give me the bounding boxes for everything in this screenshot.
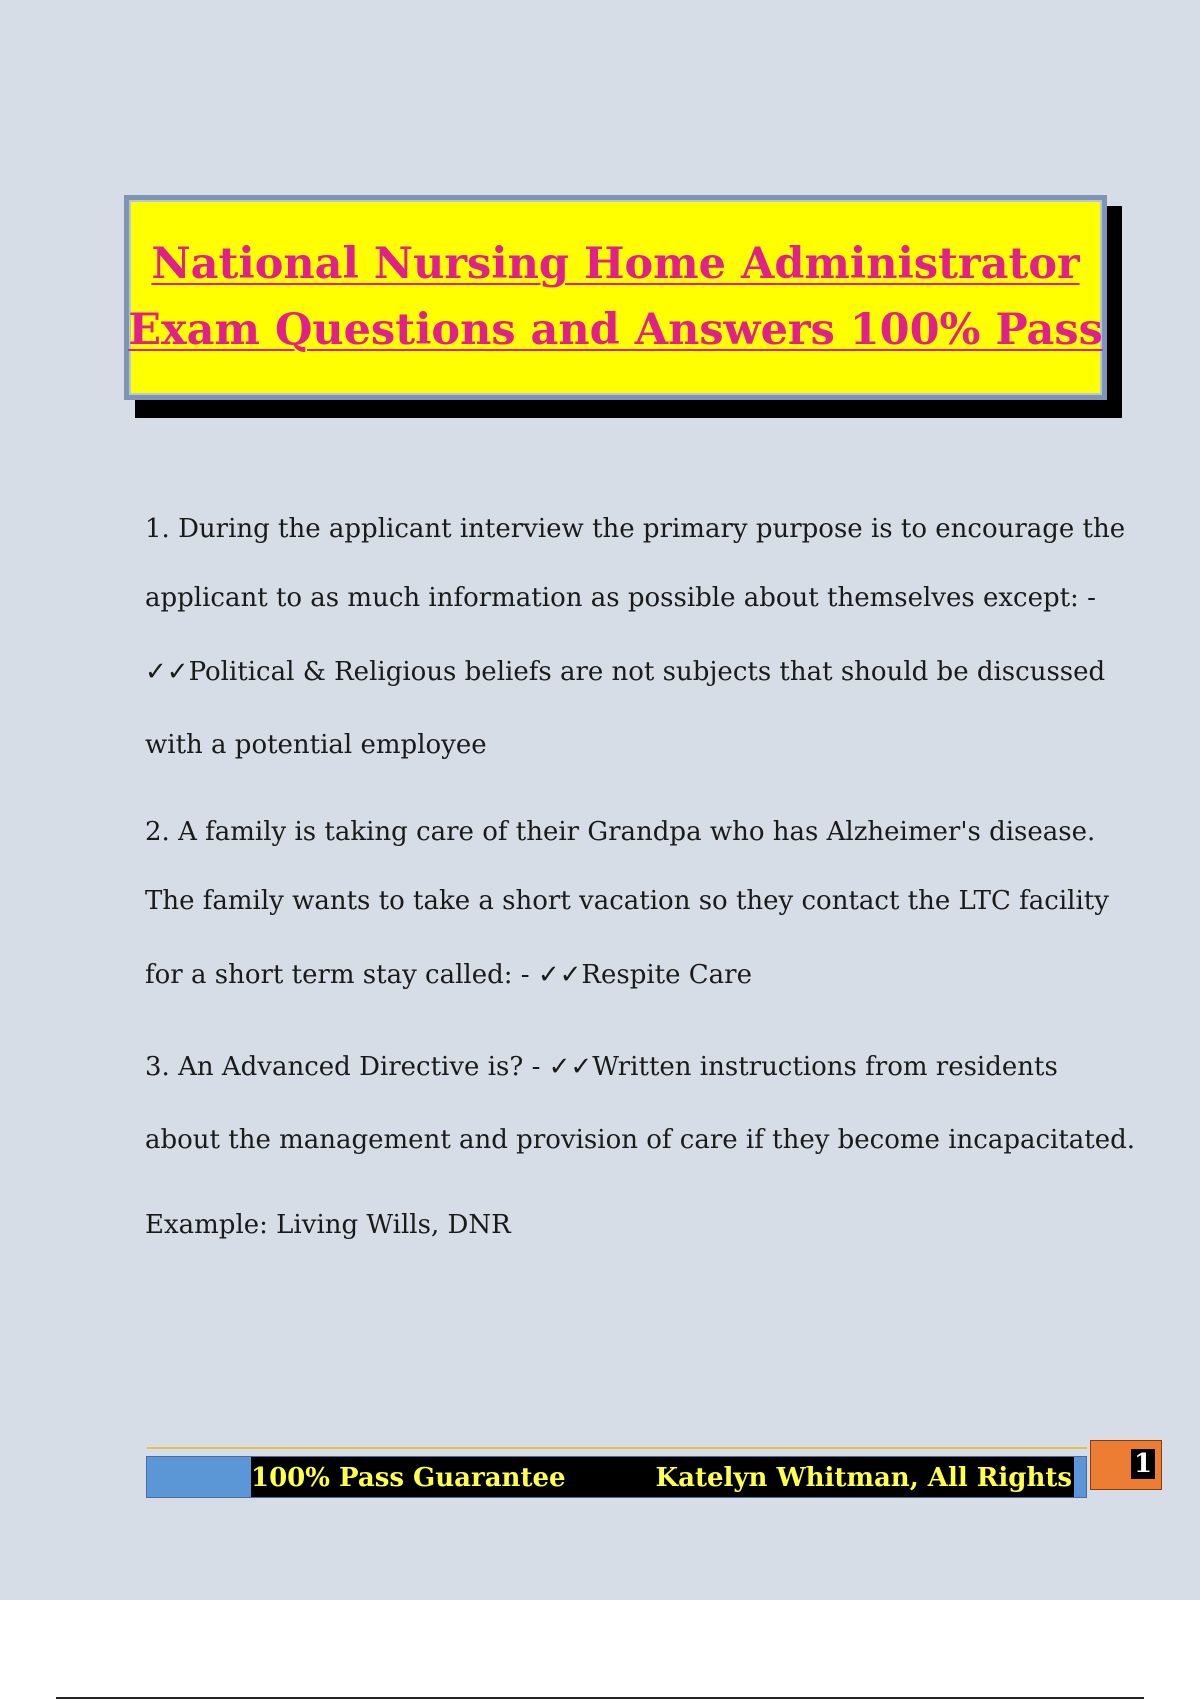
footer-accent-right xyxy=(1074,1457,1086,1497)
body-line: 2. A family is taking care of their Grandpa who has Alzheimer's disease. xyxy=(145,817,1096,847)
next-page-divider xyxy=(56,1697,1144,1699)
page-number: 1 xyxy=(1131,1449,1155,1479)
body-line: The family wants to take a short vacation so they contact the LTC facility xyxy=(145,886,1109,916)
footer-divider xyxy=(147,1447,1087,1449)
body-line: 1. During the applicant interview the primary purpose is to encourage the xyxy=(145,514,1126,544)
body-line: Example: Living Wills, DNR xyxy=(145,1210,511,1240)
title-line-2: Exam Questions and Answers 100% Pass xyxy=(128,304,1103,355)
body-line: with a potential employee xyxy=(145,730,487,760)
title-line-1: National Nursing Home Administrator xyxy=(151,238,1080,289)
body-line: 3. An Advanced Directive is? - ✓✓Written instructions from residents xyxy=(145,1052,1058,1082)
body-line: for a short term stay called: - ✓✓Respite Care xyxy=(145,960,752,990)
footer-left-text: 100% Pass Guarantee xyxy=(251,1463,566,1493)
footer-bar xyxy=(146,1456,1087,1498)
body-line: ✓✓Political & Religious beliefs are not subjects that should be discussed xyxy=(145,657,1106,687)
body-line: applicant to as much information as possible about themselves except: - xyxy=(145,583,1096,613)
footer-right-text: Katelyn Whitman, All Rights xyxy=(655,1463,1072,1493)
footer-accent-left xyxy=(147,1457,251,1497)
body-line: about the management and provision of care if they become incapacitated. xyxy=(145,1125,1136,1155)
title-box xyxy=(124,195,1107,400)
page-number-box xyxy=(1090,1440,1162,1490)
